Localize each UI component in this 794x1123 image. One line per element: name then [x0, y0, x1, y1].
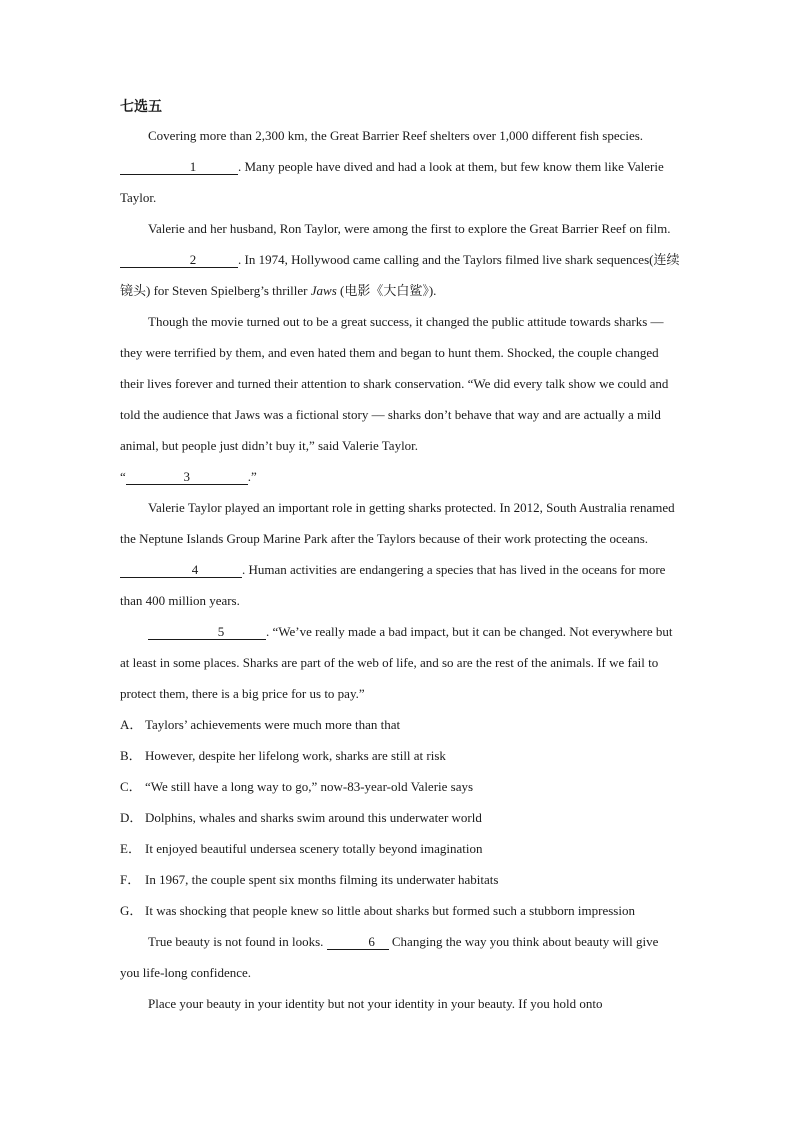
option-g [120, 895, 680, 926]
section-title: 七选五 [120, 100, 162, 115]
p4-text-after: . Human activities are endangering a species that has lived in the oceans for more than 400 million years. [120, 562, 666, 608]
option-b [120, 740, 680, 771]
quote-close: .” [247, 469, 257, 484]
paragraph-4 [120, 492, 680, 616]
p1-text-before: Covering more than 2,300 km, the Great Barrier Reef shelters over 1,000 different fish species. [148, 128, 644, 143]
option-d [120, 802, 680, 833]
blank-2[interactable]: 2 [120, 253, 238, 268]
p6-text-after: Changing the way you think about beauty will give you life-long confidence. [120, 934, 659, 980]
p6-text-before: True beauty is not found in looks. [148, 934, 327, 949]
blank-5[interactable]: 5 [148, 625, 266, 640]
p2-text-before: Valerie and her husband, Ron Taylor, were among the first to explore the Great Barrier Reef on film. [148, 221, 671, 236]
blank-6[interactable]: 6 [327, 935, 389, 950]
option-letter: E． [120, 841, 141, 856]
option-text: It was shocking that people knew so little about sharks but formed such a stubborn impression [145, 903, 635, 918]
option-text: Taylors’ achievements were much more than that [145, 717, 401, 732]
p5-text-after: . “We’ve really made a bad impact, but it can be changed. Not everywhere but at least in some places. Sharks are part of the web of life, and so are the rest of the animals. If we fail to protect them, there is a big price for us to pay.” [120, 624, 673, 701]
p2-text-mid: . In 1974, Hollywood came calling and the Taylors filmed live shark sequences(连续镜头) for Steven Spielberg’s thriller [120, 252, 680, 298]
paragraph-3-quote [120, 461, 680, 492]
option-letter: G． [120, 903, 143, 918]
option-text: In 1967, the couple spent six months filming its underwater habitats [145, 872, 499, 887]
worksheet-page [120, 96, 680, 1019]
paragraph-7: Place your beauty in your identity but not your identity in your beauty. If you hold onto [148, 996, 603, 1011]
option-f [120, 864, 680, 895]
blank-1[interactable]: 1 [120, 160, 238, 175]
options-list [120, 709, 680, 926]
option-c [120, 771, 680, 802]
paragraph-2 [120, 213, 680, 306]
option-text: Dolphins, whales and sharks swim around this underwater world [145, 810, 482, 825]
p4-text-before: Valerie Taylor played an important role in getting sharks protected. In 2012, South Australia renamed the Neptune Islands Group Marine Park after the Taylors because of their work protecting the oceans. [120, 500, 675, 546]
paragraph-1 [120, 120, 680, 213]
option-letter: C． [120, 779, 142, 794]
option-letter: A． [120, 717, 143, 732]
option-text: “We still have a long way to go,” now-83-year-old Valerie says [145, 779, 474, 794]
p3-text: Though the movie turned out to be a great success, it changed the public attitude towards sharks — they were terrified by them, and even hated them and began to hunt them. Shocked, the couple changed their lives forever and turned their attention to shark conservation. “We did every talk show we could and told the audience that Jaws was a fictional story — sharks don’t behave that way and are actually a mild animal, but people just didn’t buy it,” said Valerie Taylor. [120, 314, 669, 453]
option-e [120, 833, 680, 864]
option-letter: F． [120, 872, 141, 887]
paragraph-3 [120, 306, 680, 461]
quote-open: “ [120, 469, 126, 484]
p1-text-after: . Many people have dived and had a look at them, but few know them like Valerie Taylor. [120, 159, 664, 205]
paragraph-5 [120, 616, 680, 709]
p2-text-after: (电影《大白鲨》). [336, 283, 437, 298]
paragraph-6 [120, 926, 680, 988]
blank-3[interactable]: 3 [126, 470, 248, 485]
blank-4[interactable]: 4 [120, 563, 242, 578]
option-a [120, 709, 680, 740]
movie-title: Jaws [310, 283, 337, 298]
option-letter: D． [120, 810, 143, 825]
option-letter: B． [120, 748, 142, 763]
option-text: It enjoyed beautiful undersea scenery totally beyond imagination [145, 841, 483, 856]
option-text: However, despite her lifelong work, sharks are still at risk [145, 748, 446, 763]
